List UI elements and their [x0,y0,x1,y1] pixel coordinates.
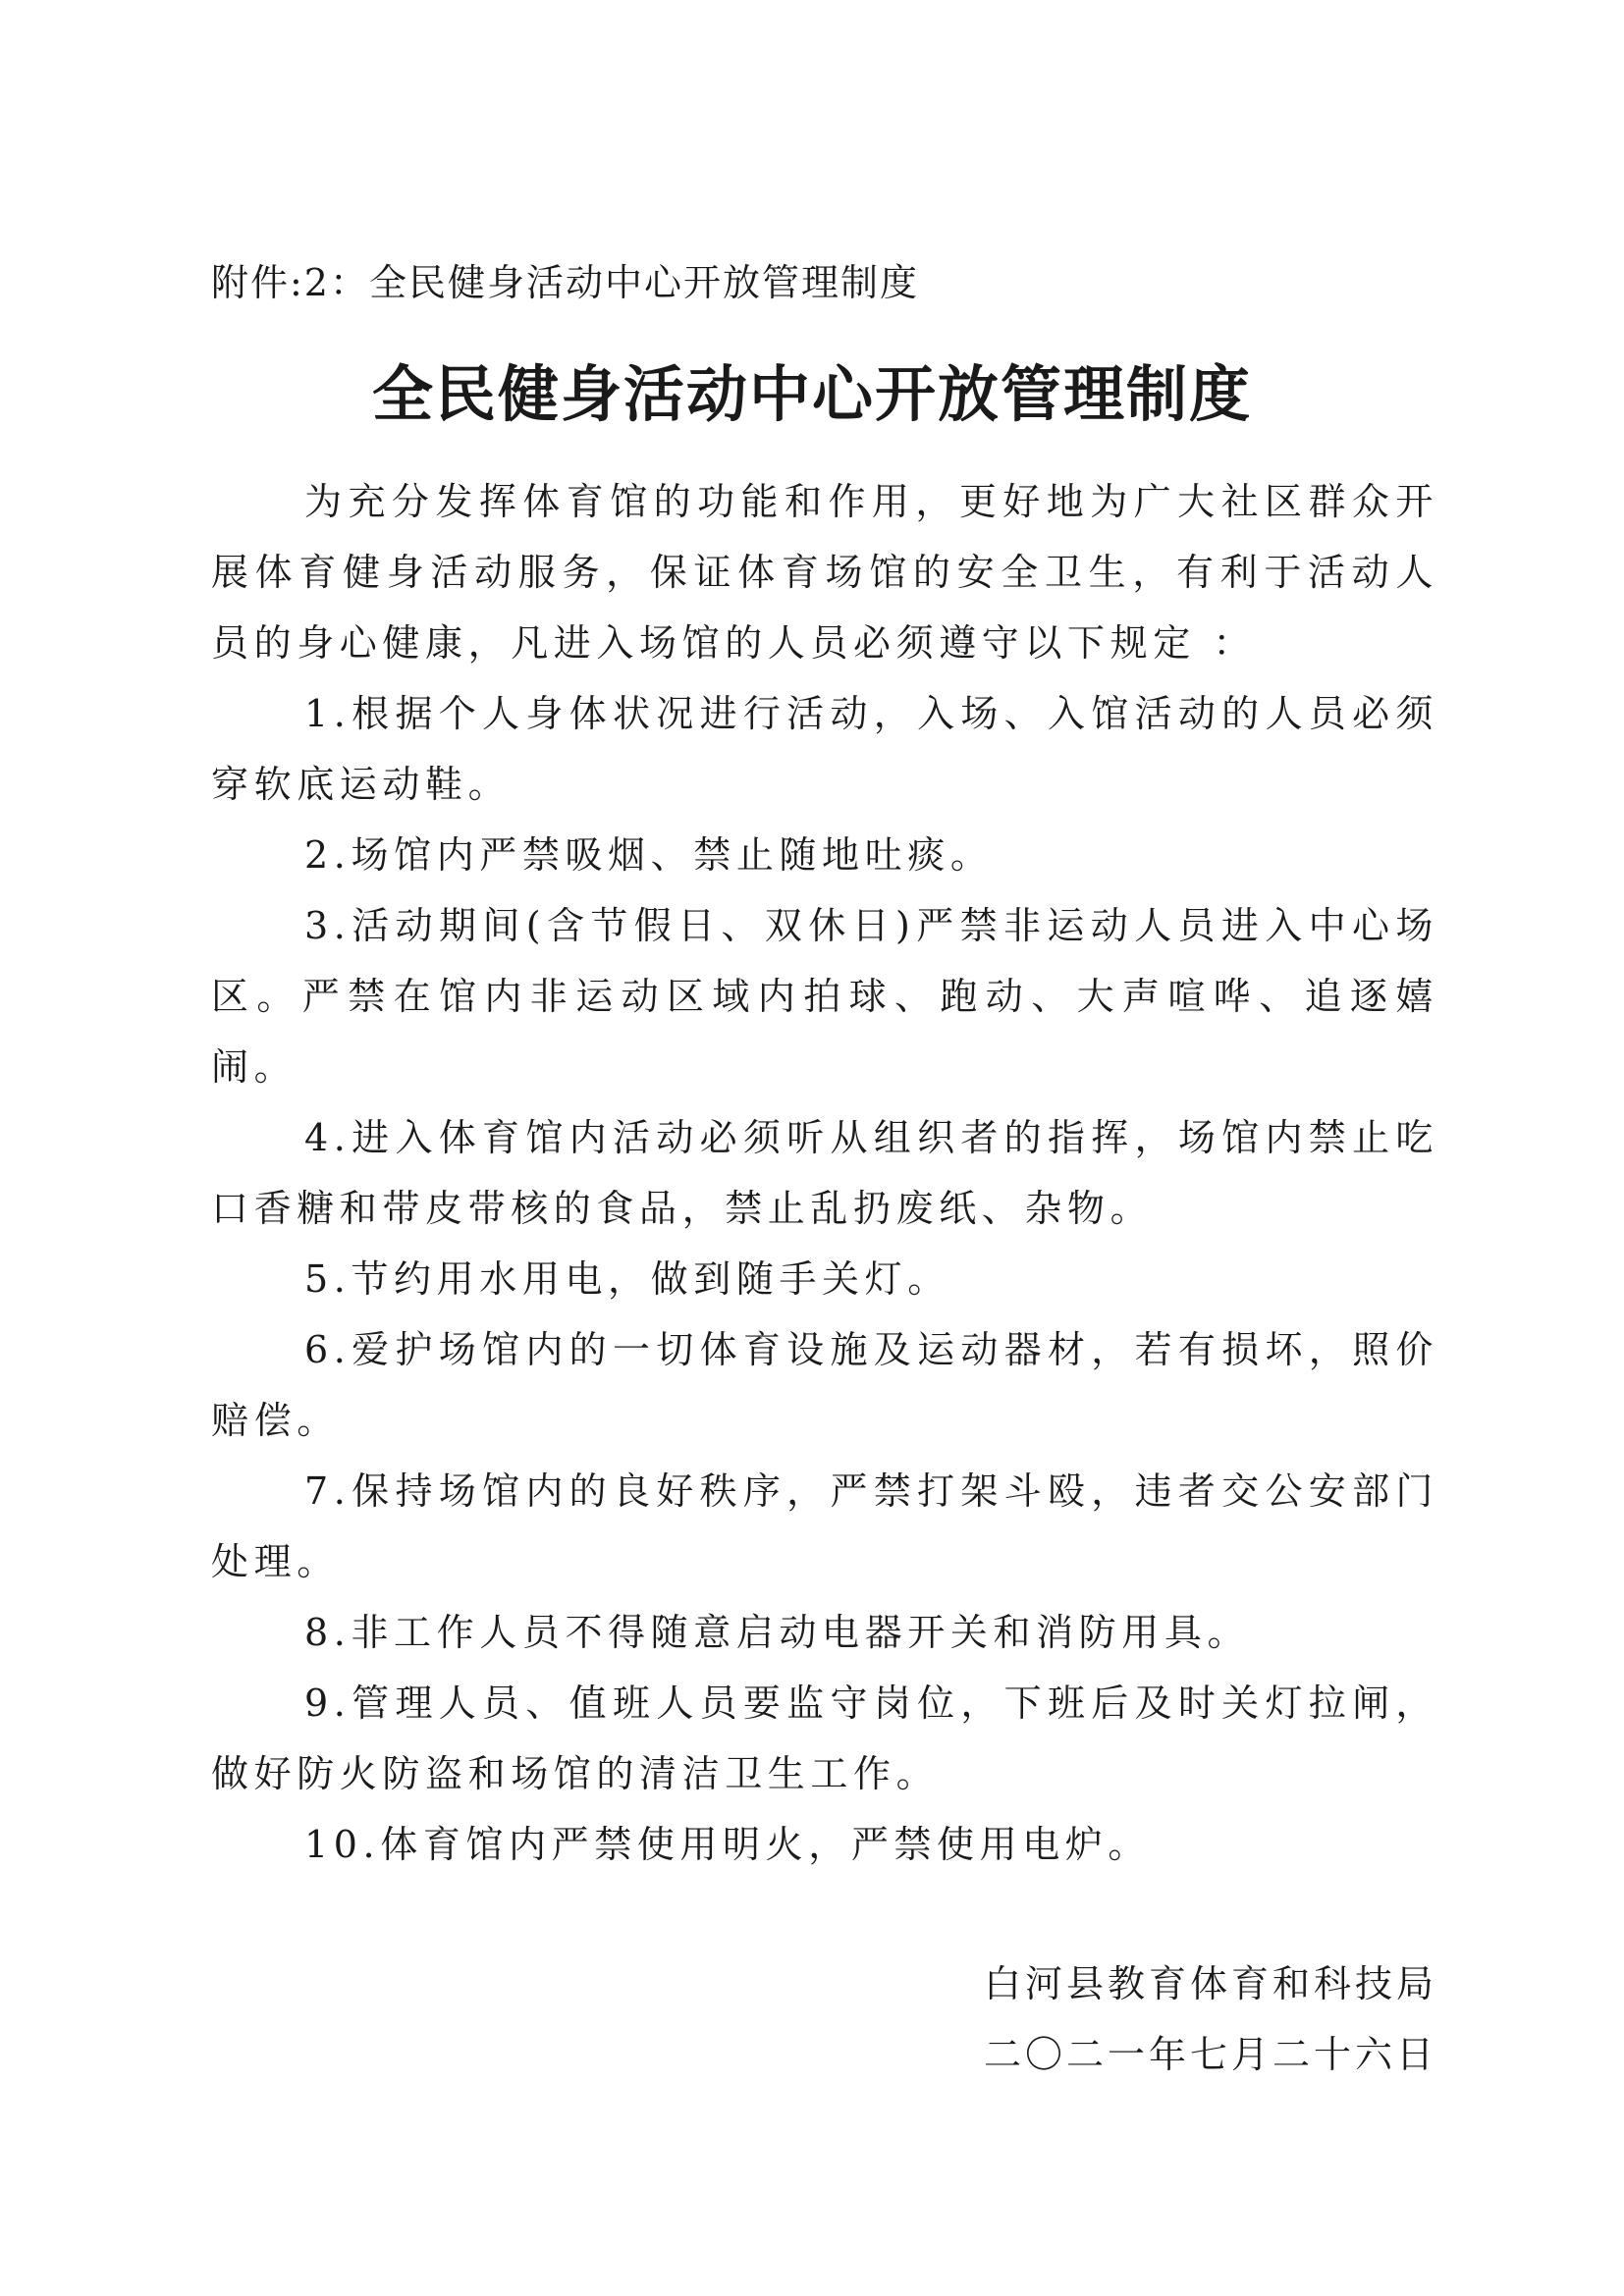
rule-item-8: 8.非工作人员不得随意启动电器开关和消防用具。 [304,1611,1251,1654]
attachment-line: 附件:2：全民健身活动中心开放管理制度 [211,261,919,304]
rule-item-10: 10.体育馆内严禁使用明火，严禁使用电炉。 [304,1823,1152,1866]
signature-block [984,1949,1437,2090]
document-title: 全民健身活动中心开放管理制度 [371,358,1252,430]
rule-item-4: 4.进入体育馆内活动必须听从组织者的指挥，场馆内禁止吃口香糖和带皮带核的食品，禁止乱扔废纸、杂物。 [211,1116,1438,1230]
issue-date: 二〇二一年七月二十六日 [983,2033,1437,2076]
rule-item-1: 1.根据个人身体状况进行活动，入场、入馆活动的人员必须穿软底运动鞋。 [211,692,1438,806]
rule-item-7: 7.保持场馆内的良好秩序，严禁打架斗殴，违者交公安部门处理。 [211,1469,1438,1583]
rule-item-2: 2.场馆内严禁吸烟、禁止随地吐痰。 [304,833,994,877]
rule-item-3: 3.活动期间(含节假日、双休日)严禁非运动人员进入中心场区。严禁在馆内非运动区域内拍球、跑动、大声喧哗、追逐嬉闹。 [211,904,1438,1089]
document-body [211,466,1438,1880]
intro-paragraph: 为充分发挥体育馆的功能和作用，更好地为广大社区群众开展体育健身活动服务，保证体育场馆的安全卫生，有利于活动人员的身心健康，凡进入场馆的人员必须遵守以下规定 ： [211,480,1438,665]
rule-item-9: 9.管理人员、值班人员要监守岗位，下班后及时关灯拉闸，做好防火防盗和场馆的清洁卫生工作。 [211,1682,1438,1795]
rule-item-6: 6.爱护场馆内的一切体育设施及运动器材，若有损坏，照价赔偿。 [211,1328,1438,1442]
rule-item-5: 5.节约用水用电，做到随手关灯。 [304,1257,950,1301]
issuing-organization: 白河县教育体育和科技局 [983,1962,1437,2005]
